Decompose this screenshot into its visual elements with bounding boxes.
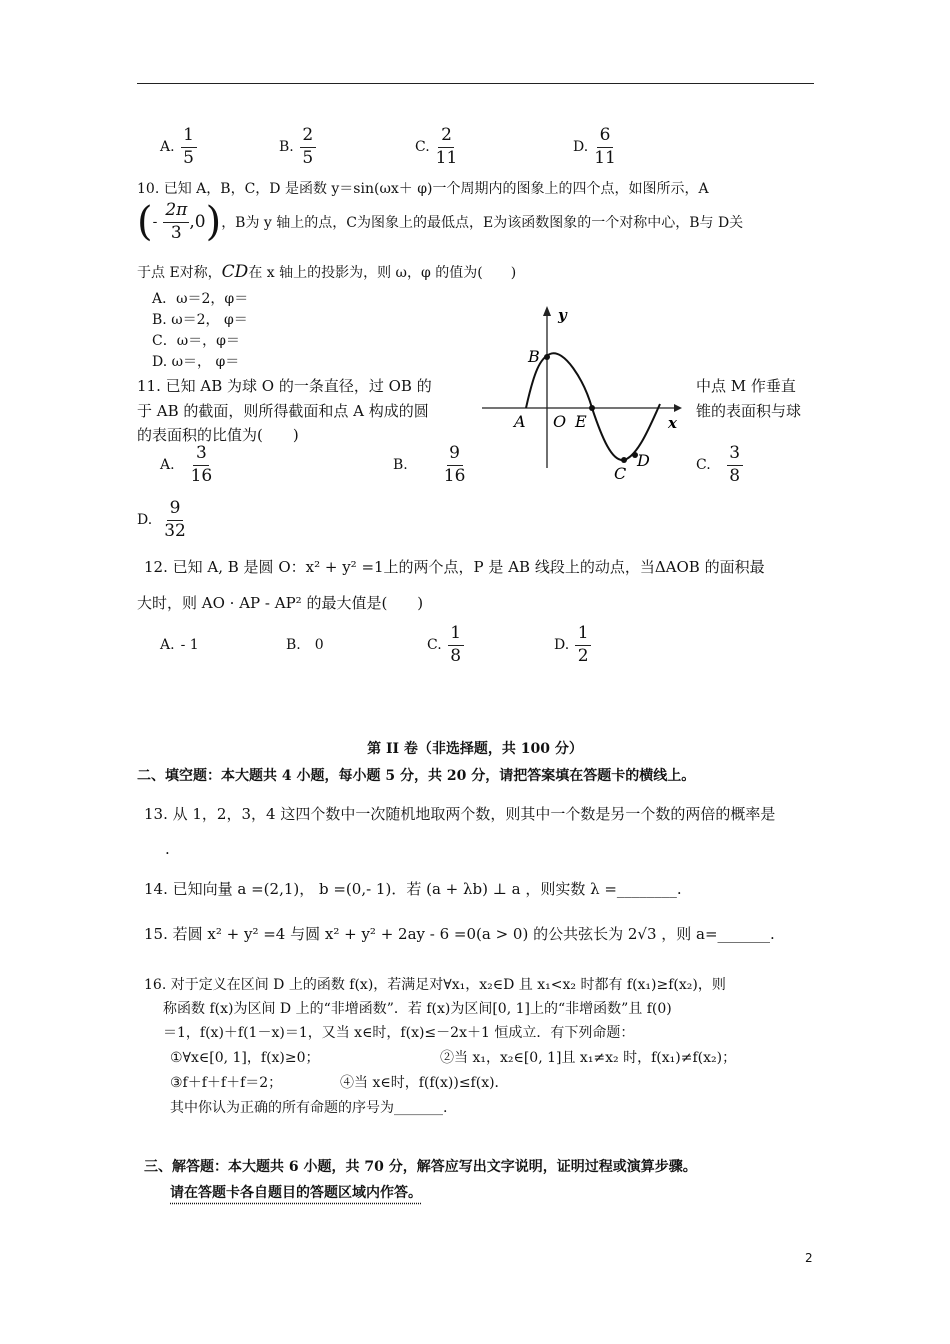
q9-option-a: A. $\frac{1}{5}$: [160, 127, 197, 168]
q12-line1: 12. 已知 A, B 是圆 O：x² + y² =1上的两个点，P 是 AB 线段上的动点，当ΔAOB 的面积最: [144, 558, 765, 576]
label-d: D: [637, 451, 650, 470]
q10-line1: 10. 已知 A，B，C，D 是函数 y＝sin(ωx＋ φ)一个周期内的图象上的四个点，如图所示，A: [137, 181, 709, 197]
page-number: 2: [805, 1251, 813, 1265]
label-o: O: [553, 412, 567, 431]
q12-option-b: B. 0: [286, 637, 324, 653]
q12-option-c: C. $\frac{1}{8}$: [427, 625, 464, 666]
y-axis-arrow: [543, 306, 551, 316]
label-c: C: [614, 464, 627, 483]
part3-instruction: 请在答题卡各自题目的答题区域内作答。: [170, 1185, 422, 1201]
label-e: E: [575, 412, 587, 431]
q11-line1-right: 中点 M 作垂直: [696, 377, 796, 395]
q9-option-d: D. $\frac{6}{11}$: [573, 125, 616, 168]
header-rule: [137, 83, 814, 84]
x-axis-arrow: [674, 404, 682, 412]
q14-text: 14. 已知向量 a =(2,1)， b =(0,- 1)．若 (a + λb) ⊥ a ，则实数 λ =________.: [144, 880, 682, 898]
label-y: y: [558, 306, 567, 324]
q10-line3: 于点 E对称，CD在 x 轴上的投影为，则 ω，φ 的值为( ): [137, 262, 517, 282]
q12-line2: 大时，则 AO · AP - AP² 的最大值是( ): [137, 594, 424, 612]
q11-option-a: A. $\frac{3}{16}$: [160, 443, 213, 486]
q10-point-prefix: -: [152, 214, 158, 231]
label-x: x: [668, 414, 677, 432]
point-e: [589, 405, 595, 411]
q9-option-c: C. $\frac{2}{11}$: [415, 125, 458, 168]
q12-option-d: D. $\frac{1}{2}$: [554, 625, 591, 666]
q16-line3: ＝1，f(x)＋f(1－x)＝1，又当 x∈时，f(x)≤－2x＋1 恒成立．有下列命题：: [163, 1025, 635, 1041]
q15-text: 15. 若圆 x² + y² =4 与圆 x² + y² + 2ay - 6 =0(a > 0) 的公共弦长为 2√3 ，则 a=_______.: [144, 925, 775, 943]
label-b: B: [528, 347, 540, 366]
q10-option-b: B. ω＝2， φ＝: [152, 312, 248, 328]
point-c: [621, 457, 627, 463]
q10-line2-rest: ，B为 y 轴上的点，C为图象上的最低点，E为该函数图象的一个对称中心，B与 D关: [221, 215, 744, 232]
q10-line2: ( - $\frac{2\pi}{3}$ ,0 ) ，B为 y 轴上的点，C为图象上的最低点，E为该函数图象的一个对称中心，B与 D关: [137, 199, 744, 246]
q16-line-last: 其中你认为正确的所有命题的序号为_______.: [170, 1100, 448, 1116]
part3-heading: 三、解答题：本大题共 6 小题，共 70 分，解答应写出文字说明，证明过程或演算步骤。: [144, 1159, 697, 1175]
q11-line2-left: 于 AB 的截面，则所得截面和点 A 构成的圆: [137, 402, 429, 420]
q16-item4: ④当 x∈时，f(f(x))≤f(x)．: [340, 1075, 509, 1091]
q10-point-suffix: ,0: [189, 212, 206, 233]
part2-section-heading: 二、填空题：本大题共 4 小题，每小题 5 分，共 20 分，请把答案填在答题卡的横线上。: [137, 768, 696, 784]
q10-option-d: D. ω＝， φ＝: [152, 354, 240, 370]
sine-graph: [478, 300, 688, 490]
q11-option-b: B. $\frac{9}{16}$: [393, 443, 466, 486]
q12-option-a: A. - 1: [160, 637, 199, 653]
point-b: [544, 354, 550, 360]
q13-line1: 13. 从 1，2，3，4 这四个数中一次随机地取两个数，则其中一个数是另一个数的两倍的概率是: [144, 805, 776, 823]
q11-line2-right: 锥的表面积与球: [696, 402, 802, 420]
q11-line1-left: 11. 已知 AB 为球 O 的一条直径，过 OB 的: [137, 377, 432, 395]
q11-option-c: C. $\frac{3}{8}$: [696, 445, 743, 486]
q16-line1: 16. 对于定义在区间 D 上的函数 f(x)，若满足对∀x₁，x₂∈D 且 x₁<x₂ 时都有 f(x₁)≥f(x₂)，则: [144, 977, 726, 993]
q16-item2: ②当 x₁，x₂∈[0, 1]且 x₁≠x₂ 时，f(x₁)≠f(x₂)；: [440, 1050, 737, 1066]
label-a: A: [514, 412, 526, 431]
q10-option-a: A．ω＝2，φ＝: [152, 291, 249, 307]
part2-title: 第 II 卷（非选择题，共 100 分）: [367, 741, 583, 757]
q16-line2: 称函数 f(x)为区间 D 上的“非增函数”．若 f(x)为区间[0, 1]上的“非增函数”且 f(0): [163, 1001, 672, 1017]
q16-item1: ①∀x∈[0, 1]，f(x)≥0；: [170, 1050, 320, 1066]
q13-line2: .: [165, 840, 170, 858]
q16-item3: ③f＋f＋f＋f＝2；: [170, 1075, 283, 1091]
q9-option-b: B. $\frac{2}{5}$: [279, 127, 316, 168]
q11-line3: 的表面积的比值为( ): [137, 426, 299, 444]
q11-option-d: D. $\frac{9}{32}$: [137, 498, 186, 541]
q10-option-c: C．ω＝，φ＝: [152, 333, 240, 349]
